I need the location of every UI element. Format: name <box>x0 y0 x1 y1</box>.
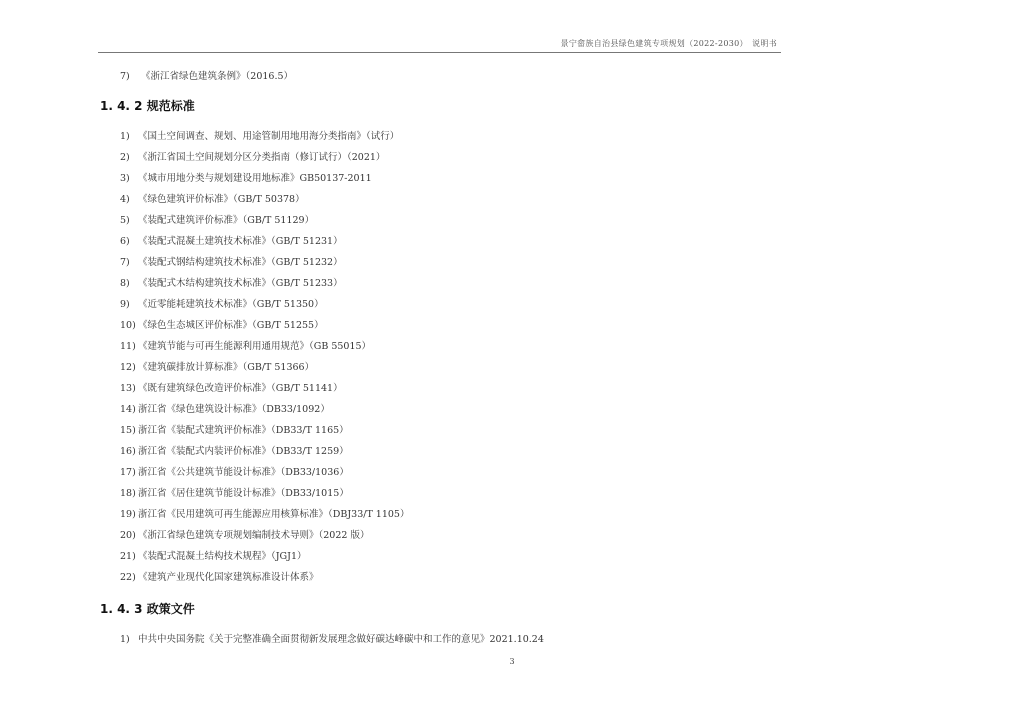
list-item-number: 15) <box>120 425 136 436</box>
list-item-text: 《城市用地分类与规划建设用地标准》GB50137-2011 <box>138 173 372 184</box>
list-item-number: 11) <box>120 341 136 352</box>
list-item-number: 14) <box>120 404 136 415</box>
list-item-text: 《装配式建筑评价标准》（GB/T 51129） <box>138 215 315 226</box>
list-item-number: 6) <box>120 236 130 247</box>
list-item-number: 17) <box>120 467 136 478</box>
list-item-number: 1) <box>120 131 130 142</box>
list-item <box>120 317 324 331</box>
list-item <box>120 464 349 478</box>
list-item <box>120 296 324 310</box>
list-item-number: 20) <box>120 530 136 541</box>
list-item-number: 12) <box>120 362 136 373</box>
list-item <box>120 191 305 205</box>
list-item-text: 《装配式混凝土结构技术规程》（JGJ1） <box>138 551 307 562</box>
list-item-number: 5) <box>120 215 130 226</box>
list-item <box>120 443 349 457</box>
list-item-number: 21) <box>120 551 136 562</box>
list-item-text: 《装配式混凝土建筑技术标准》（GB/T 51231） <box>138 236 343 247</box>
page-number: 3 <box>509 657 515 666</box>
list-item-text: 《建筑产业现代化国家建筑标准设计体系》 <box>138 572 319 583</box>
list-item-number: 18) <box>120 488 136 499</box>
list-item <box>120 233 343 247</box>
list-item-text: 《浙江省绿色建筑专项规划编制技术导则》（2022 版） <box>138 530 370 541</box>
list-item-text: 《国土空间调查、规划、用途管制用地用海分类指南》（试行） <box>138 131 400 142</box>
list-item-text: 浙江省《民用建筑可再生能源应用核算标准》（DBJ33/T 1105） <box>138 509 410 520</box>
list-item <box>120 359 314 373</box>
list-item <box>120 212 314 226</box>
list-item <box>120 170 372 184</box>
list-item <box>120 548 307 562</box>
list-item <box>120 569 319 583</box>
list-item-number: 9) <box>120 299 130 310</box>
list-item-number: 7) <box>120 71 130 82</box>
list-item-number: 16) <box>120 446 136 457</box>
list-item-text: 《既有建筑绿色改造评价标准》（GB/T 51141） <box>138 383 343 394</box>
list-item-text: 浙江省《公共建筑节能设计标准》（DB33/1036） <box>138 467 349 478</box>
list-item-text: 《绿色生态城区评价标准》（GB/T 51255） <box>138 320 324 331</box>
list-item-text: 《建筑节能与可再生能源利用通用规范》（GB 55015） <box>138 341 372 352</box>
list-item <box>120 506 409 520</box>
list-item-number: 13) <box>120 383 136 394</box>
list-item-text: 浙江省《装配式内装评价标准》（DB33/T 1259） <box>138 446 349 457</box>
section-heading-policy: 1. 4. 3 政策文件 <box>100 602 195 616</box>
list-item <box>120 527 369 541</box>
list-item <box>120 422 349 436</box>
list-item-text: 《浙江省绿色建筑条例》（2016.5） <box>141 71 294 82</box>
list-item <box>120 485 349 499</box>
list-item-number: 19) <box>120 509 136 520</box>
list-item-text: 《装配式钢结构建筑技术标准》（GB/T 51232） <box>138 257 343 268</box>
list-item <box>120 254 343 268</box>
list-item-text: 《近零能耗建筑技术标准》（GB/T 51350） <box>138 299 324 310</box>
list-item-text: 浙江省《装配式建筑评价标准》（DB33/T 1165） <box>138 425 349 436</box>
list-item <box>120 631 544 645</box>
list-item-number: 1) <box>120 634 130 645</box>
list-item-text: 《浙江省国土空间规划分区分类指南（修订试行）（2021） <box>138 152 386 163</box>
page-header <box>98 38 781 52</box>
list-item <box>120 149 385 163</box>
section-heading-standards: 1. 4. 2 规范标准 <box>100 99 195 113</box>
list-item-text: 浙江省《绿色建筑设计标准》（DB33/1092） <box>138 404 330 415</box>
list-item-text: 浙江省《居住建筑节能设计标准》（DB33/1015） <box>138 488 349 499</box>
header-title: 景宁畲族自治县绿色建筑专项规划（2022-2030） 说明书 <box>560 39 777 48</box>
list-item <box>120 380 343 394</box>
list-item <box>120 128 399 142</box>
list-item-number: 22) <box>120 572 136 583</box>
list-item-text: 中共中央国务院《关于完整准确全面贯彻新发展理念做好碳达峰碳中和工作的意见》2021.10.24 <box>138 634 544 645</box>
list-item-text: 《装配式木结构建筑技术标准》（GB/T 51233） <box>138 278 343 289</box>
list-item-number: 3) <box>120 173 130 184</box>
list-item <box>120 275 343 289</box>
list-item <box>120 401 330 415</box>
list-item-text: 《建筑碳排放计算标准》（GB/T 51366） <box>138 362 315 373</box>
list-item-number: 2) <box>120 152 130 163</box>
list-item-text: 《绿色建筑评价标准》（GB/T 50378） <box>138 194 305 205</box>
list-item <box>120 68 293 82</box>
list-item-number: 4) <box>120 194 130 205</box>
list-item <box>120 338 371 352</box>
header-divider <box>98 52 781 53</box>
list-item-number: 8) <box>120 278 130 289</box>
list-item-number: 10) <box>120 320 136 331</box>
list-item-number: 7) <box>120 257 130 268</box>
